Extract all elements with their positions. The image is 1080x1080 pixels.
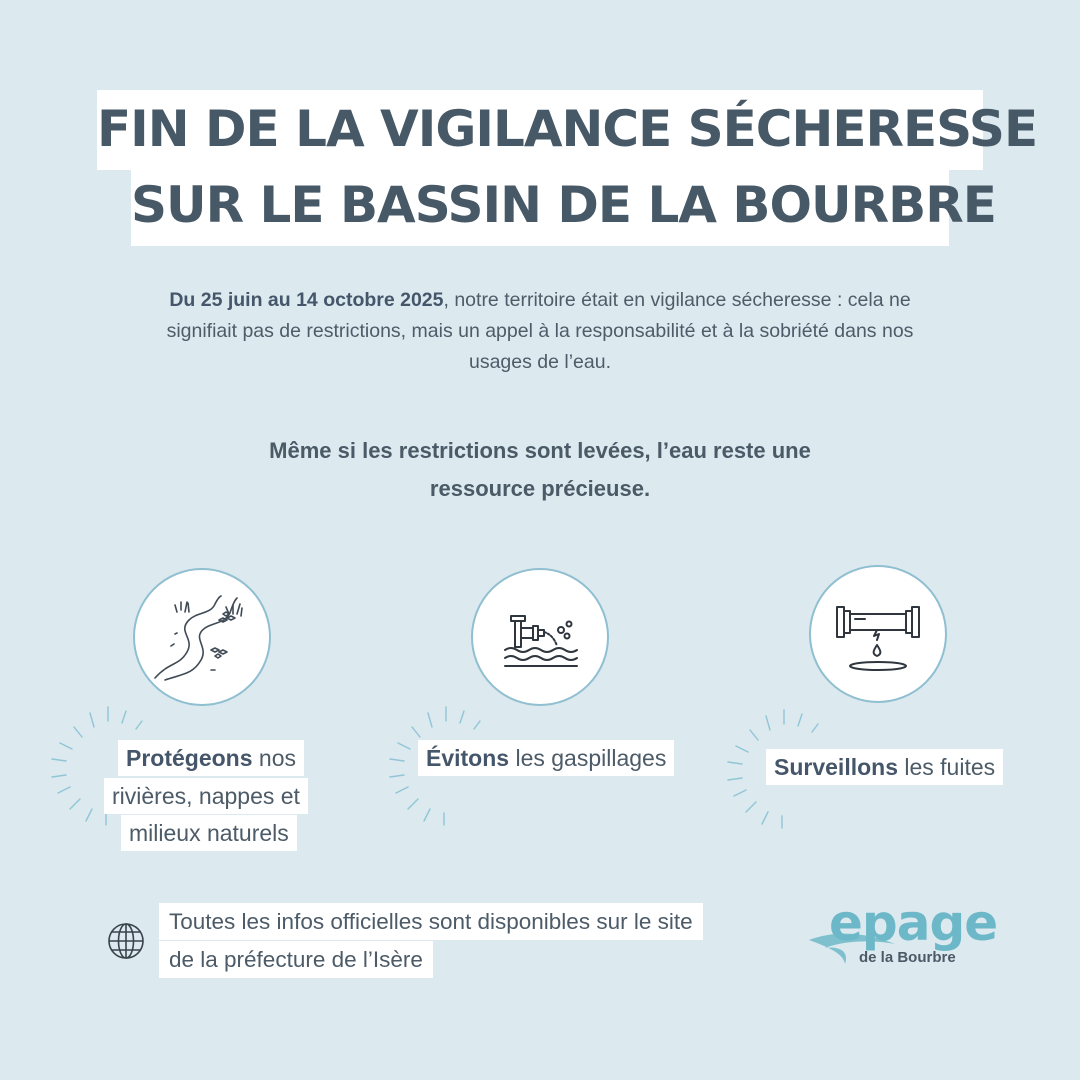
footer-text-line-1: Toutes les infos officielles sont disponibles sur le site	[159, 903, 703, 940]
factory-pipe-icon-circle	[471, 568, 609, 706]
action-2-text-1: les gaspillages	[509, 745, 667, 771]
action-1-line-3: milieux naturels	[121, 815, 297, 851]
action-1-line-2: rivières, nappes et	[104, 778, 308, 814]
leaking-pipe-icon	[811, 567, 945, 701]
river-icon	[135, 570, 269, 704]
intro-text-3: usages de l’eau.	[468, 351, 612, 373]
action-1-verb: Protégeons	[126, 745, 253, 771]
action-1-text-1: nos	[252, 745, 297, 771]
action-2-verb: Évitons	[426, 745, 510, 771]
action-3-text-1: les fuites	[897, 754, 996, 780]
highlight-message	[190, 432, 890, 508]
logo-subtitle: de la Bourbre	[859, 949, 956, 966]
intro-dates: Du 25 juin au 14 octobre 2025	[169, 289, 444, 311]
page-title-line-2: SUR LE BASSIN DE LA BOURBRE	[131, 166, 949, 246]
factory-pipe-icon	[473, 570, 607, 704]
action-3-verb: Surveillons	[774, 754, 898, 780]
intro-paragraph	[100, 285, 980, 378]
leaking-pipe-icon-circle	[809, 565, 947, 703]
logo-word: epage	[829, 894, 998, 952]
highlight-line-2: ressource précieuse.	[429, 476, 651, 501]
action-3-line-1	[766, 749, 1003, 785]
epage-logo	[805, 894, 998, 980]
globe-icon	[106, 921, 146, 961]
action-2-line-1	[418, 740, 674, 776]
page-title-line-1: FIN DE LA VIGILANCE SÉCHERESSE	[97, 90, 983, 170]
intro-text-2: signifiait pas de restrictions, mais un appel à la responsabilité et à la sobriété dans nos	[166, 320, 914, 342]
intro-text-1: , notre territoire était en vigilance sécheresse : cela ne	[443, 289, 911, 311]
action-1-line-1	[118, 740, 304, 776]
footer-text-line-2: de la préfecture de l’Isère	[159, 941, 433, 978]
river-icon-circle	[133, 568, 271, 706]
highlight-line-1: Même si les restrictions sont levées, l’eau reste une	[269, 438, 811, 463]
